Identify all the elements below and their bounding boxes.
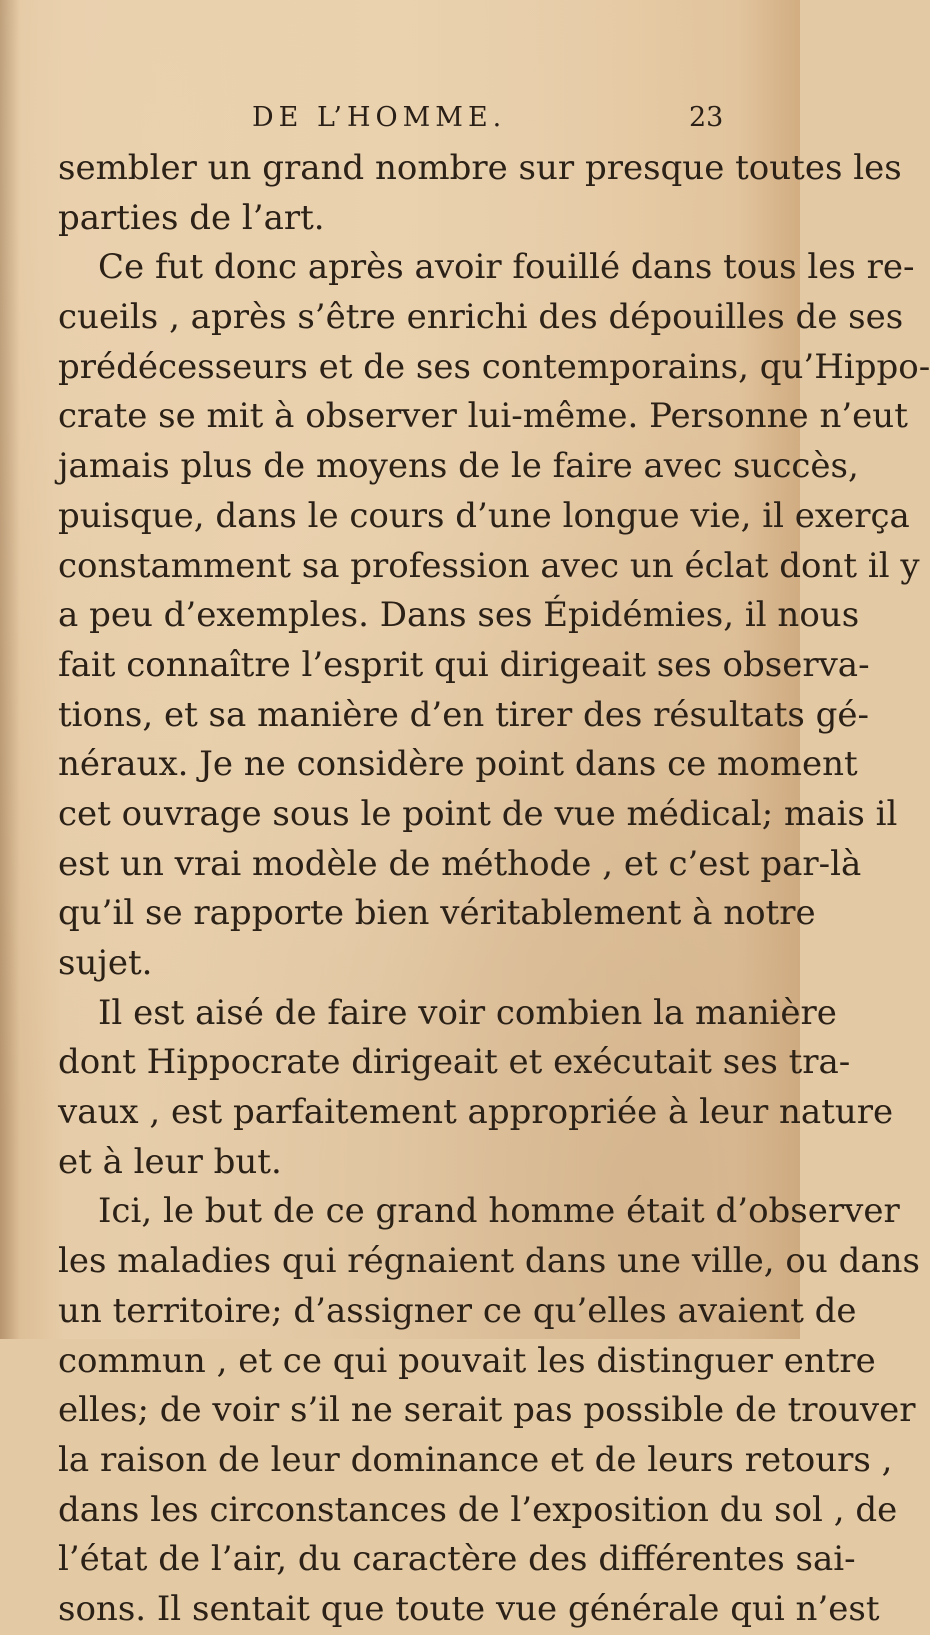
page-number: 23 <box>689 102 724 133</box>
text-line: jamais plus de moyens de le faire avec succès, <box>58 446 859 487</box>
text-line: cueils , après s’être enrichi des dépouilles de ses <box>58 297 904 338</box>
text-line: les maladies qui régnaient dans une ville, ou dans <box>58 1241 920 1282</box>
text-line: un territoire; d’assigner ce qu’elles avaient de <box>58 1290 857 1331</box>
text-line: la raison de leur dominance et de leurs retours , <box>58 1439 893 1480</box>
text-line: cet ouvrage sous le point de vue médical; mais il <box>58 793 898 834</box>
text-line: vaux , est parfaitement appropriée à leur nature <box>58 1092 894 1133</box>
running-title: DE L’HOMME. <box>252 102 507 133</box>
text-line: sujet. <box>58 943 153 983</box>
text-line: dans les circonstances de l’exposition du sol , de <box>58 1489 898 1530</box>
text-line: sons. Il sentait que toute vue générale qui n’est <box>58 1588 880 1629</box>
text-line: qu’il se rapporte bien véritablement à notre <box>58 893 816 934</box>
text-line: sembler un grand nombre sur presque toutes les <box>58 148 902 188</box>
text-line: commun , et ce qui pouvait les distinguer entre <box>58 1340 876 1381</box>
body-text <box>58 144 930 1635</box>
text-line: l’état de l’air, du caractère des différentes sai- <box>58 1539 856 1580</box>
text-line: Il est aisé de faire voir combien la manière <box>98 992 837 1033</box>
text-line: est un vrai modèle de méthode , et c’est par-là <box>58 843 862 884</box>
text-line: fait connaître l’esprit qui dirigeait ses observa- <box>58 644 870 685</box>
text-line: elles; de voir s’il ne serait pas possible de trouver <box>58 1390 916 1431</box>
text-line: Ici, le but de ce grand homme était d’observer <box>98 1191 900 1232</box>
text-line: a peu d’exemples. Dans ses Épidémies, il nous <box>58 595 860 636</box>
running-head <box>0 102 800 142</box>
text-line: et à leur but. <box>58 1141 282 1182</box>
text-line: Ce fut donc après avoir fouillé dans tous les re- <box>98 247 915 288</box>
text-line: néraux. Je ne considère point dans ce moment <box>58 744 858 785</box>
text-line: tions, et sa manière d’en tirer des résultats gé- <box>58 694 870 735</box>
text-line: dont Hippocrate dirigeait et exécutait ses tra- <box>58 1042 851 1083</box>
text-line: prédécesseurs et de ses contemporains, qu’Hippo- <box>58 346 930 387</box>
text-line: crate se mit à observer lui-même. Personne n’eut <box>58 396 908 437</box>
text-line: constamment sa profession avec un éclat dont il y <box>58 545 920 586</box>
text-line: puisque, dans le cours d’une longue vie, il exerça <box>58 495 910 536</box>
text-line: parties de l’art. <box>58 197 325 238</box>
